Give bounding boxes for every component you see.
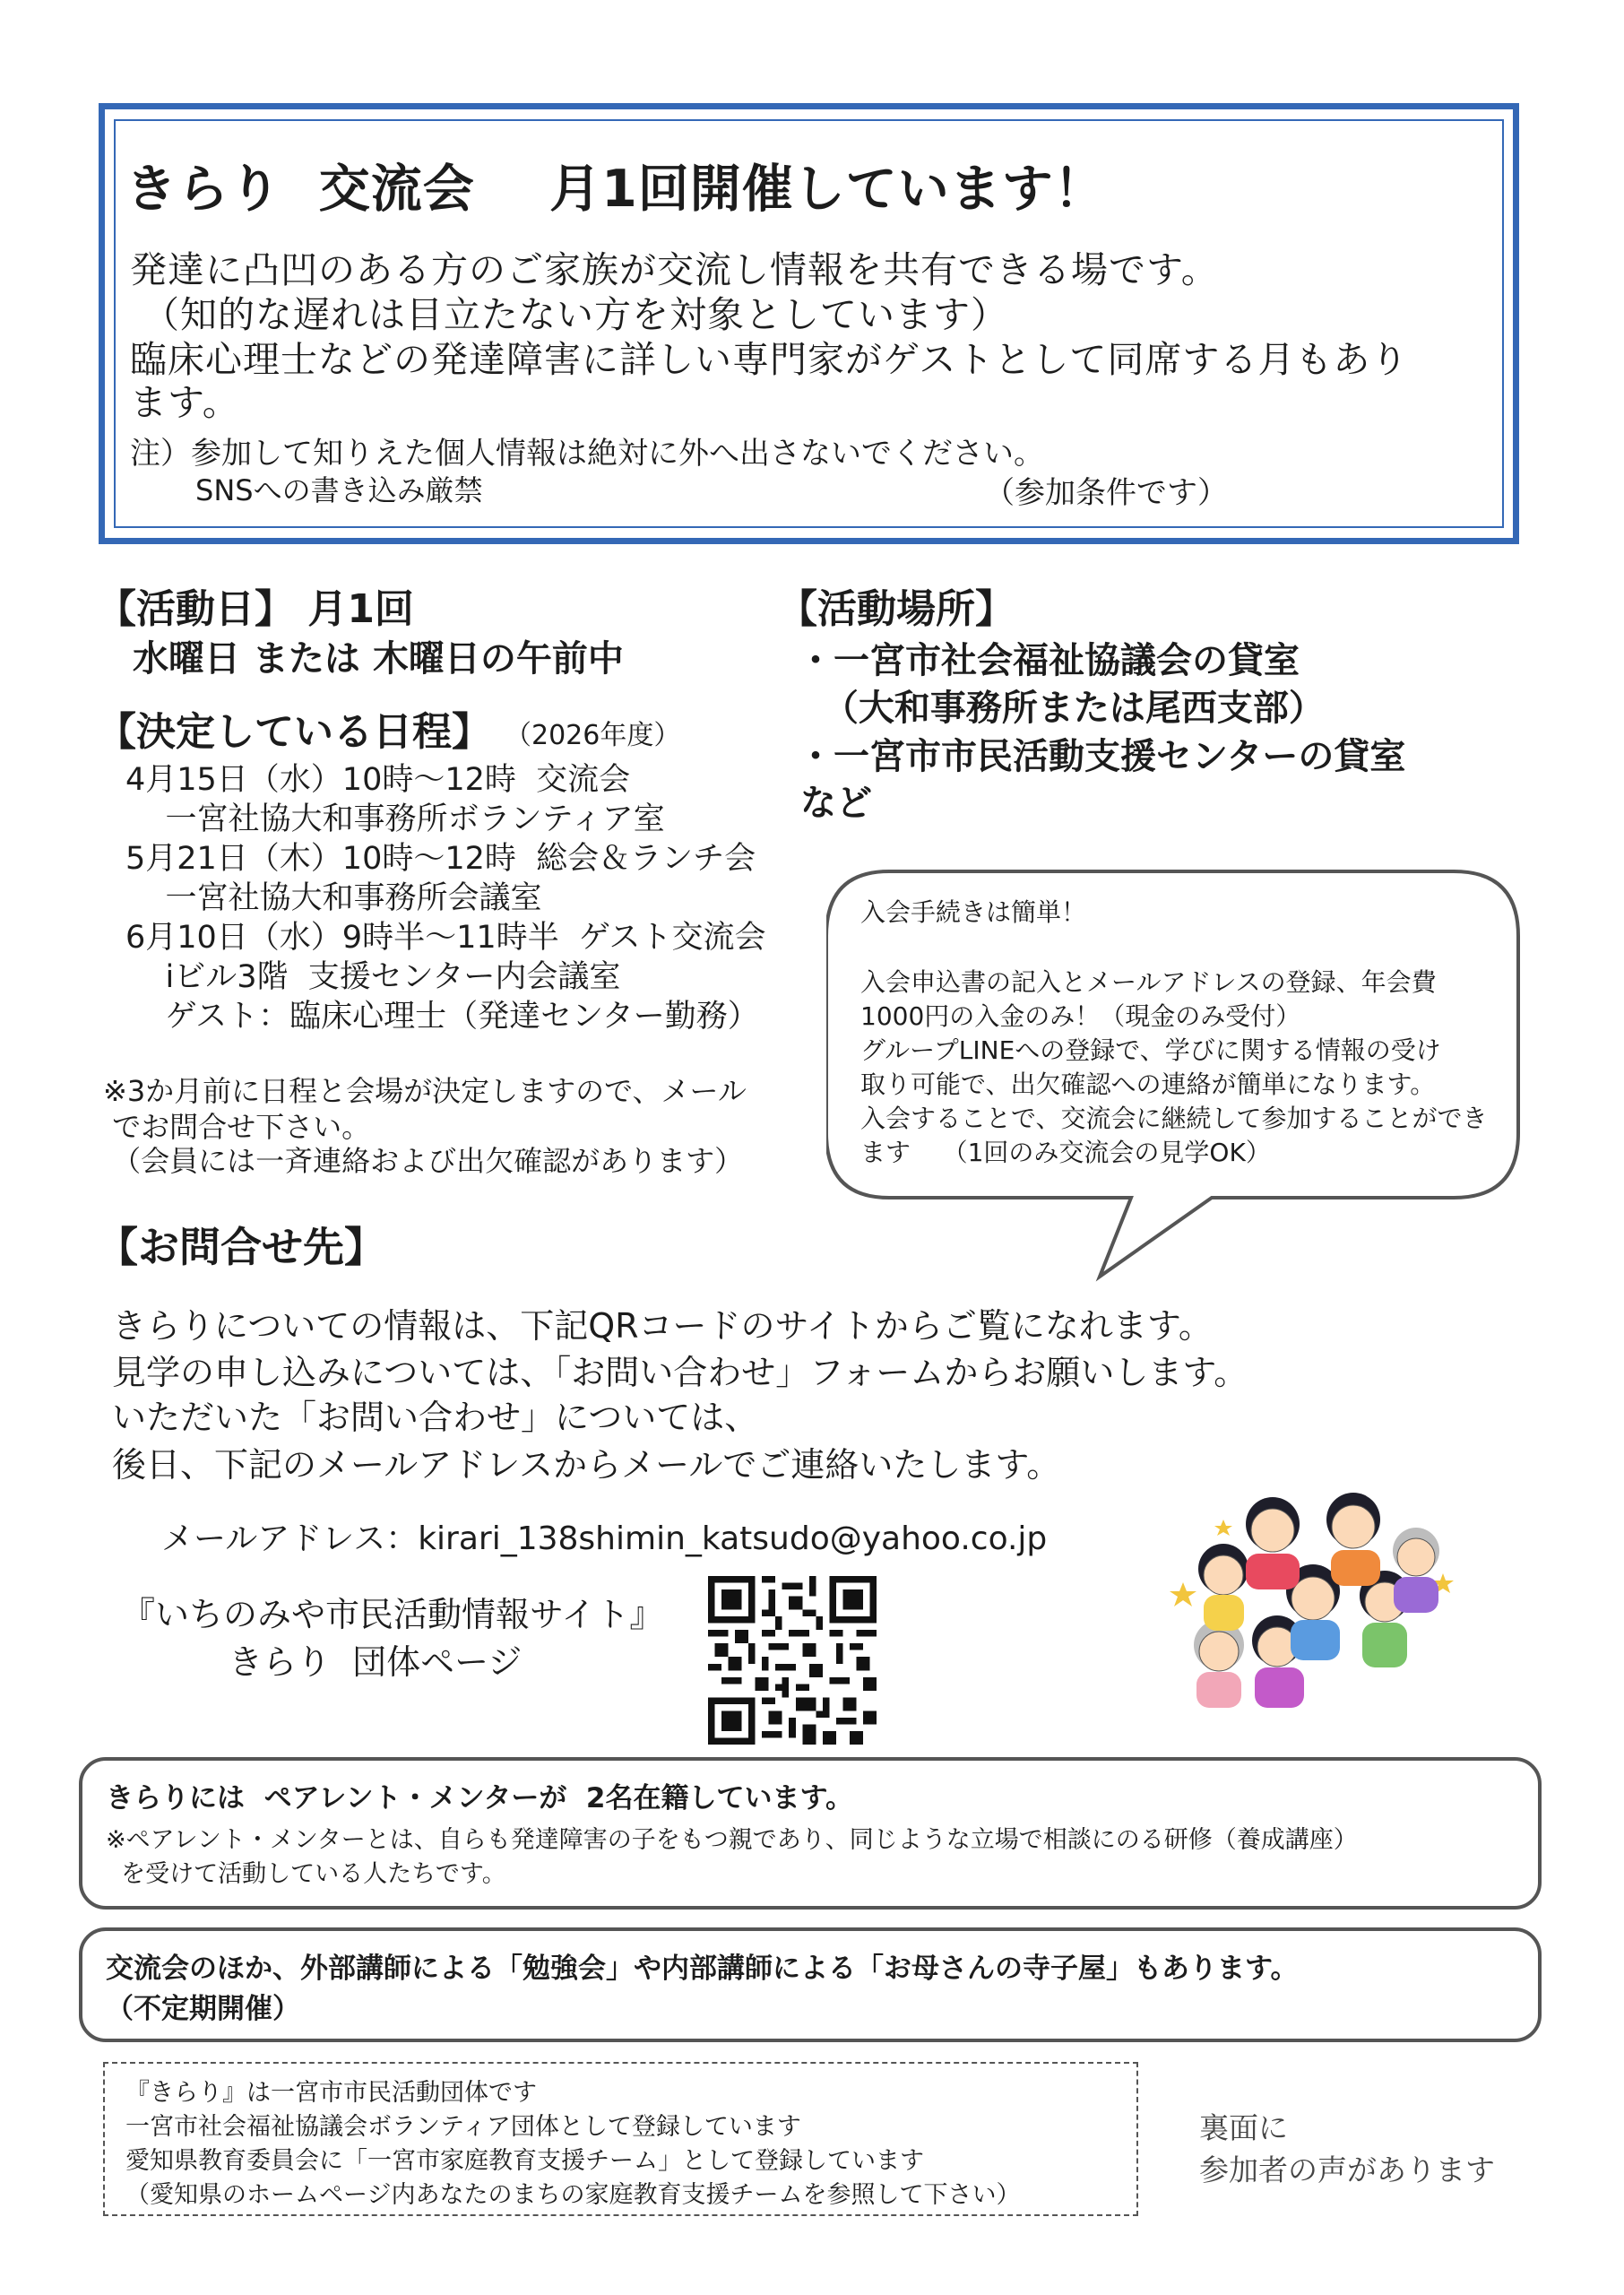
- registration-line-2: 一宮市社会福祉協議会ボランティア団体として登録しています: [125, 2113, 801, 2141]
- contact-line-4: 後日、下記のメールアドレスからメールでご連絡いたします。: [112, 1445, 1061, 1485]
- bubble-line-1: 入会申込書の記入とメールアドレスの登録、年会費: [860, 967, 1437, 997]
- contact-email[interactable]: メールアドレス：kirari_138shimin_katsudo@yahoo.co.jp: [161, 1520, 1048, 1557]
- registration-line-3: 愛知県教育委員会に「一宮市家庭教育支援チーム」として登録しています: [125, 2147, 924, 2175]
- contact-heading: 【お問合せ先】: [97, 1223, 385, 1271]
- schedule-line-4: 一宮社協大和事務所会議室: [125, 880, 542, 916]
- activity-days-heading: 【活動日】 月1回: [97, 586, 414, 632]
- site-name: 『いちのみや市民活動情報サイト』: [121, 1595, 664, 1634]
- contact-line-3: いただいた「お問い合わせ」については、: [112, 1398, 759, 1437]
- registration-line-1: 『きらり』は一宮市市民活動団体です: [125, 2079, 537, 2107]
- schedule-year: （2026年度）: [505, 720, 681, 751]
- place-line-4: など: [800, 783, 872, 824]
- schedule-heading: 【決定している日程】: [97, 709, 491, 755]
- qr-code-icon[interactable]: [708, 1576, 877, 1745]
- registration-line-4: （愛知県のホームページ内あなたのまちの家庭教育支援チームを参照して下さい）: [125, 2181, 1021, 2209]
- mentor-note-1: ※ペアレント・メンターとは、自らも発達障害の子をもつ親であり、同じような立場で相談にのる研修（養成講座）: [106, 1826, 1358, 1854]
- header-line-3: 臨床心理士などの発達障害に詳しい専門家がゲストとして同席する月もあり: [130, 338, 1409, 381]
- bubble-line-3: グループLINEへの登録で、学びに関する情報の受け: [860, 1035, 1441, 1065]
- schedule-line-6: iビル3階 支援センター内会議室: [125, 959, 621, 995]
- place-heading: 【活動場所】: [778, 586, 1015, 632]
- place-line-2: （大和事務所または尾西支部）: [798, 688, 1325, 729]
- schedule-line-5: 6月10日（水）9時半～11時半 ゲスト交流会: [125, 920, 766, 956]
- group-of-people-illustration: [1170, 1484, 1465, 1708]
- bubble-line-2: 1000円の入金のみ！（現金のみ受付）: [860, 1001, 1301, 1031]
- back-note-line-2: 参加者の声があります: [1199, 2152, 1495, 2187]
- schedule-line-7: ゲスト：臨床心理士（発達センター勤務）: [125, 999, 759, 1035]
- header-note-condition: （参加条件です）: [984, 475, 1228, 511]
- site-page: きらり 団体ページ: [229, 1642, 523, 1682]
- header-note-2: SNSへの書き込み厳禁: [195, 473, 483, 507]
- back-note-line-1: 裏面に: [1199, 2110, 1288, 2145]
- schedule-note-3: （会員には一斉連絡および出欠確認があります）: [103, 1144, 744, 1178]
- place-line-3: ・一宮市市民活動支援センターの貸室: [798, 736, 1406, 777]
- schedule-line-3: 5月21日（木）10時～12時 総会＆ランチ会: [125, 841, 756, 877]
- mentor-title: きらりには ペアレント・メンターが 2名在籍しています。: [106, 1782, 854, 1814]
- contact-line-1: きらりについての情報は、下記QRコードのサイトからご覧になれます。: [112, 1306, 1213, 1346]
- activity-days-detail: 水曜日 または 木曜日の午前中: [133, 638, 624, 680]
- header-line-4: ます。: [130, 381, 240, 424]
- contact-line-2: 見学の申し込みについては、「お問い合わせ」フォームからお願いします。: [112, 1353, 1248, 1392]
- bubble-line-6: ます （1回のみ交流会の見学OK）: [860, 1138, 1271, 1167]
- place-line-1: ・一宮市社会福祉協議会の貸室: [798, 640, 1300, 681]
- schedule-note-2: でお問合せ下さい。: [103, 1110, 371, 1144]
- study-line-1: 交流会のほか、外部講師による「勉強会」や内部講師による「お母さんの寺子屋」もあります。: [106, 1953, 1299, 1985]
- header-line-2: （知的な遅れは目立たない方を対象としています）: [130, 293, 1009, 336]
- header-note-1: 注）参加して知りえた個人情報は絶対に外へ出さないでください。: [130, 436, 1044, 472]
- schedule-line-2: 一宮社協大和事務所ボランティア室: [125, 801, 665, 837]
- mentor-note-2: を受けて活動している人たちです。: [106, 1860, 506, 1888]
- study-line-2: （不定期開催）: [106, 1993, 300, 2025]
- header-title: きらり 交流会 月1回開催しています！: [125, 160, 1106, 219]
- schedule-line-1: 4月15日（水）10時～12時 交流会: [125, 762, 631, 798]
- bubble-title: 入会手続きは簡単！: [860, 897, 1087, 927]
- bubble-line-5: 入会することで、交流会に継続して参加することができ: [860, 1104, 1488, 1133]
- header-line-1: 発達に凸凹のある方のご家族が交流し情報を共有できる場です。: [130, 248, 1219, 291]
- bubble-line-4: 取り可能で、出欠確認への連絡が簡単になります。: [860, 1070, 1436, 1099]
- schedule-note-1: ※3か月前に日程と会場が決定しますので、メール: [103, 1074, 747, 1108]
